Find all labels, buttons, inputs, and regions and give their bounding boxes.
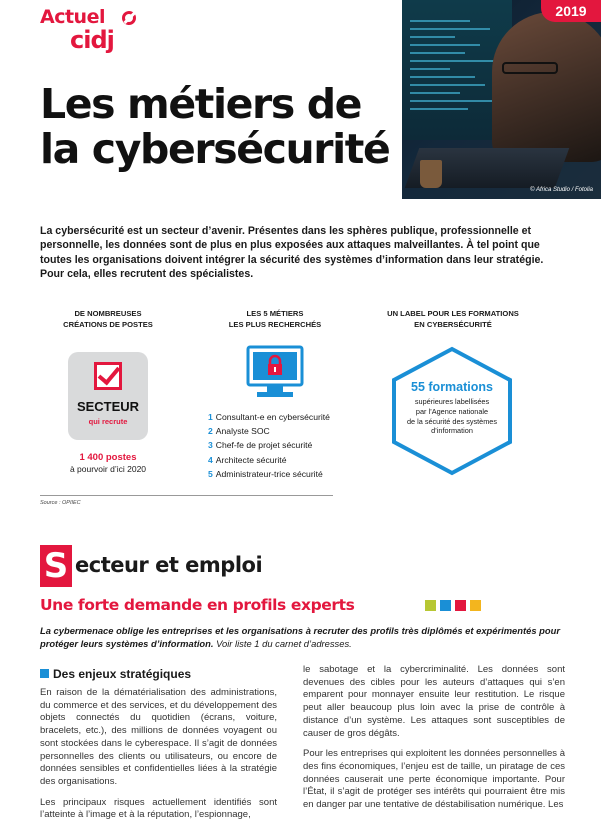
title-line-2: la cybersécurité xyxy=(40,125,390,173)
logo-mark-icon xyxy=(122,11,136,25)
lead-reference: Voir liste 1 du carnet d’adresses. xyxy=(216,637,352,649)
color-squares xyxy=(425,598,485,616)
year-badge: 2019 xyxy=(541,0,601,22)
page-title xyxy=(40,82,400,172)
lead-bold: La cybermenace oblige les entreprises et les organisations à recruter des profils très diplômés et expérimentés pour protéger leurs systèmes d’information. xyxy=(40,625,560,649)
right-column xyxy=(303,664,565,820)
computer-lock-icon xyxy=(245,344,305,404)
cidj-logo xyxy=(40,6,150,66)
red-square-icon xyxy=(455,600,466,611)
photo-person xyxy=(492,12,601,162)
photo-cup xyxy=(420,160,442,188)
section-title: ecteur et emploi xyxy=(75,553,263,577)
blue-square-icon xyxy=(440,600,451,611)
right-paragraph-2: Pour les entreprises qui exploitent les données personnelles à des fins économiques, l’enjeu est de taille, un piratage de ces données causerait une perte économique importante. Pour l’État, il s’agit de protéger ses intérêts qui pourraient être mis en danger par une tentative de déstabilisation numérique. Les xyxy=(303,748,565,811)
left-paragraph-1: En raison de la dématérialisation des administrations, du commerce et des services, et du développement des objets connectés du quotidien (écrans, voiture, bracelets, etc.), des millions de données voyagent ou sont stockées dans le cyberespace. Il s’agit de données personnelles des clients ou utilisateurs, ou encore de données sensibles et confidentielles liées à la stratégie des organisations. xyxy=(40,687,277,787)
list-item: 4 Architecte sécurité xyxy=(208,454,287,465)
top-jobs-list xyxy=(208,410,330,481)
left-column xyxy=(40,687,277,830)
checkbox-icon xyxy=(94,362,122,390)
title-line-1: Les métiers de xyxy=(40,80,362,128)
col1-heading: DE NOMBREUSES CRÉATIONS DE POSTES xyxy=(63,309,153,329)
source-note: Source : OPIIEC xyxy=(40,500,81,506)
list-item: 2 Analyste SOC xyxy=(208,426,270,437)
list-item: 1 Consultant-e en cybersécurité xyxy=(208,412,330,422)
subsection-title: Une forte demande en profils experts xyxy=(40,596,355,614)
hexagon-title: 55 formations xyxy=(411,380,493,394)
source-divider xyxy=(40,495,333,496)
lead-paragraph xyxy=(40,625,565,650)
logo-text-actuel: Actuel xyxy=(40,6,105,28)
photo-credit: © Africa Studio / Fotolia xyxy=(530,187,593,193)
sector-tile xyxy=(68,352,148,440)
hexagon-text: supérieures labellisées par l’Agence nationale de la sécurité des systèmes d’information xyxy=(406,397,498,436)
jobs-stat-text: à pourvoir d’ici 2020 xyxy=(69,464,147,474)
logo-text-cidj: cidj xyxy=(70,26,114,54)
section-initial-letter: S xyxy=(40,545,72,587)
list-item: 3 Chef-fe de projet sécurité xyxy=(208,440,313,451)
col3-heading: UN LABEL POUR LES FORMATIONS EN CYBERSÉCURITÉ xyxy=(387,309,519,329)
list-item: 5 Administrateur-trice sécurité xyxy=(208,468,323,479)
yellow-square-icon xyxy=(470,600,481,611)
tile-subtitle: qui recrute xyxy=(88,417,128,426)
hacker-photo xyxy=(402,0,601,199)
green-square-icon xyxy=(425,600,436,611)
tile-title: SECTEUR xyxy=(76,399,140,414)
intro-paragraph: La cybersécurité est un secteur d’avenir. Présentes dans les sphères publique, professionnelle et personnelle, les données sont de plus en plus exposées aux attaques malveillantes. À tel point que toutes les organisations doivent intégrer la sécurité des systèmes d’information dans leur stratégie. Pour cela, elles recrutent des spécialistes. xyxy=(40,225,544,280)
left-paragraph-2: Les principaux risques actuellement identifiés sont l’atteinte à l’image et à la réputation, l’espionnage, xyxy=(40,796,277,821)
stakes-heading: Des enjeux stratégiques xyxy=(40,667,191,681)
right-paragraph-1: le sabotage et la cybercriminalité. Les données sont devenues des cibles pour les auteurs d’attaques qui s’en emparent pour monnayer ensuite leur restitution. Le risque peut aller beaucoup plus loin avec la prise de contrôle à distance d’un système. Les attaques sont susceptibles de causer de gros dégâts. xyxy=(303,664,565,739)
jobs-stat-number: 1 400 postes xyxy=(79,452,137,463)
photo-glasses xyxy=(502,62,558,74)
col2-heading: LES 5 MÉTIERS LES PLUS RECHERCHÉS xyxy=(228,309,322,329)
